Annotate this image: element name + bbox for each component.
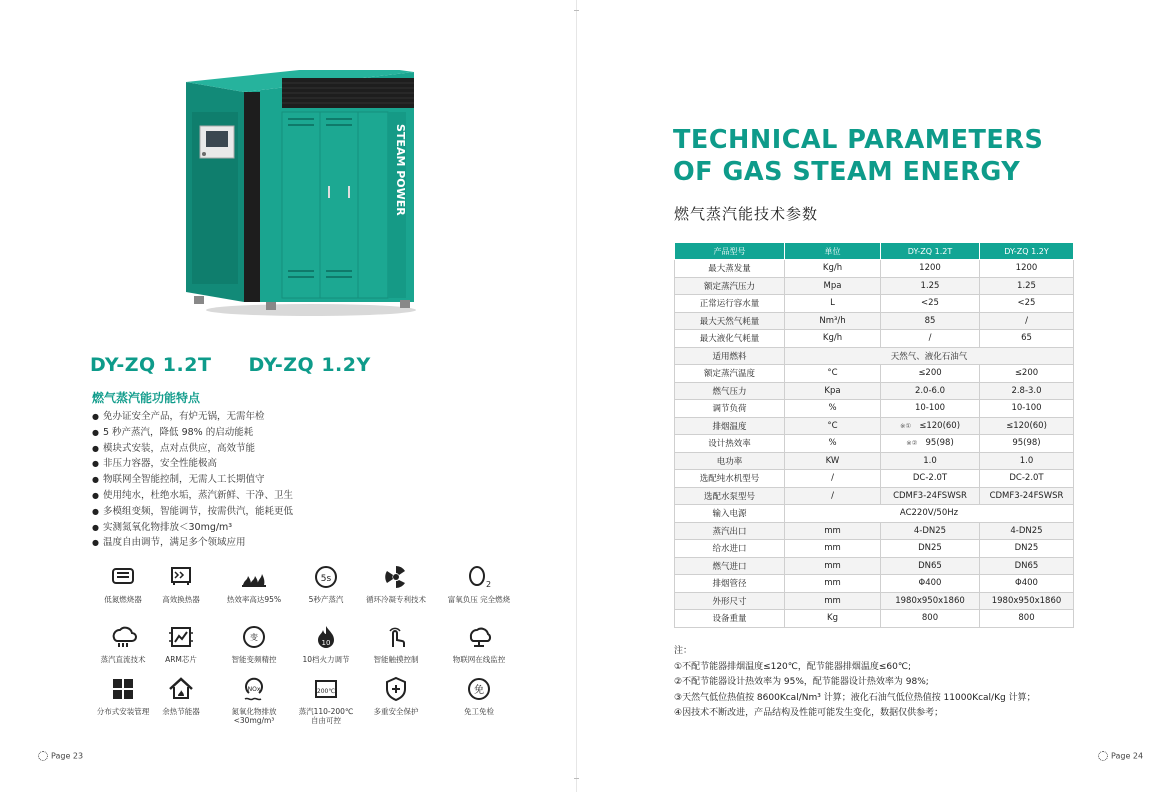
- spec-cell: 最大天然气耗量: [675, 312, 785, 330]
- model-name-y: DY-ZQ 1.2Y: [248, 354, 371, 376]
- spec-cell: /: [980, 312, 1074, 330]
- spec-cell: 85: [881, 312, 980, 330]
- spec-row: [675, 487, 1074, 505]
- spec-cell: 1200: [980, 260, 1074, 278]
- spec-cell: DN65: [881, 557, 980, 575]
- spec-row: [675, 400, 1074, 418]
- features-list: [92, 409, 293, 551]
- title-line-2: OF GAS STEAM ENERGY: [673, 157, 1021, 187]
- spec-cell: CDMF3-24FSWSR: [980, 487, 1074, 505]
- spec-cell: /: [785, 487, 881, 505]
- spec-cell: [881, 417, 980, 435]
- svg-text:5s: 5s: [320, 574, 332, 584]
- spec-cell: %: [785, 435, 881, 453]
- spec-cell: DC-2.0T: [881, 470, 980, 488]
- spec-cell: 额定蒸汽压力: [675, 277, 785, 295]
- feature-icon-label: 蒸汽110-200℃ 自由可控: [298, 707, 354, 725]
- feature-item: ● 物联网全智能控制，无需人工长期值守: [92, 472, 293, 488]
- header-1-2t: DY-ZQ 1.2T: [881, 243, 980, 260]
- page-number-left: [38, 751, 83, 761]
- spec-cell: 10-100: [980, 400, 1074, 418]
- svg-text:变: 变: [250, 633, 258, 642]
- spec-cell: KW: [785, 452, 881, 470]
- feature-icon-item: [219, 623, 289, 664]
- spec-cell: 排烟管径: [675, 575, 785, 593]
- feature-icon-label: 富氧负压 完全燃烧: [447, 595, 511, 604]
- spec-cell: 蒸汽出口: [675, 522, 785, 540]
- spec-row: [675, 295, 1074, 313]
- spec-table: [674, 242, 1074, 628]
- steam-generator-image: [186, 70, 416, 322]
- feature-icon-item: [361, 563, 431, 604]
- feature-icon-label: 高效换热器: [162, 595, 200, 604]
- feature-icon-label: 10档火力调节: [302, 655, 350, 664]
- spec-cell: 2.0-6.0: [881, 382, 980, 400]
- spec-row: [675, 330, 1074, 348]
- svg-text:2: 2: [486, 580, 492, 589]
- spec-cell: 1980x950x1860: [881, 592, 980, 610]
- spine-tick: [574, 10, 579, 11]
- spec-cell: DC-2.0T: [980, 470, 1074, 488]
- features-title: 燃气蒸汽能功能特点: [92, 391, 201, 405]
- frequency-control-icon: [240, 623, 268, 651]
- feature-icon-label: 低氮燃烧器: [104, 595, 142, 604]
- feature-item: ● 模块式安装，点对点供应，高效节能: [92, 441, 293, 457]
- steam-direct-icon: [109, 623, 137, 651]
- spec-cell: AC220V/50Hz: [785, 505, 1074, 523]
- spec-cell: Kg/h: [785, 260, 881, 278]
- notes: [674, 644, 1036, 722]
- note-mark: ※②: [906, 439, 918, 448]
- spec-row: [675, 347, 1074, 365]
- feature-icon-item: [219, 563, 289, 604]
- product-brand-text: STEAM POWER: [394, 124, 407, 216]
- spec-row: [675, 365, 1074, 383]
- ten-level-fire-icon: [312, 623, 340, 651]
- spec-cell: 1.0: [980, 452, 1074, 470]
- spec-row: [675, 417, 1074, 435]
- heat-exchanger-icon: [167, 563, 195, 591]
- spec-cell: 天然气、液化石油气: [785, 347, 1074, 365]
- spec-cell: <25: [881, 295, 980, 313]
- page-dot-icon: [38, 751, 48, 761]
- low-nitrogen-burner-icon: [109, 563, 137, 591]
- note-item: ①不配节能器排烟温度≤120℃，配节能器排烟温度≤60℃;: [674, 661, 912, 672]
- spec-cell: 4-DN25: [980, 522, 1074, 540]
- spec-cell: 调节负荷: [675, 400, 785, 418]
- spec-cell: ≤120(60): [980, 417, 1074, 435]
- feature-icon-label: 分布式安装管理: [96, 707, 150, 716]
- five-second-steam-icon: [312, 563, 340, 591]
- spec-row: [675, 575, 1074, 593]
- spec-cell: 65: [980, 330, 1074, 348]
- spine-tick: [574, 778, 579, 779]
- spec-cell: Kg/h: [785, 330, 881, 348]
- feature-icon-label: ARM芯片: [165, 655, 197, 664]
- spec-cell: °C: [785, 417, 881, 435]
- spec-cell: 给水进口: [675, 540, 785, 558]
- svg-text:免: 免: [474, 685, 484, 696]
- feature-item: ● 免办证安全产品，有炉无锅，无需年检: [92, 409, 293, 425]
- spec-cell: mm: [785, 522, 881, 540]
- feature-icon-label: 免工免检: [464, 707, 494, 716]
- header-unit: 单位: [785, 243, 881, 260]
- spec-cell: /: [785, 470, 881, 488]
- spec-cell: 额定蒸汽温度: [675, 365, 785, 383]
- feature-icon-item: [444, 675, 514, 716]
- spec-cell: 10-100: [881, 400, 980, 418]
- feature-icon-label: 氮氧化物排放 <30mg/m³: [231, 707, 277, 725]
- spec-cell: Nm³/h: [785, 312, 881, 330]
- spec-cell: DN25: [881, 540, 980, 558]
- spec-cell: 1980x950x1860: [980, 592, 1074, 610]
- spec-row: [675, 592, 1074, 610]
- note-item: ②不配节能器设计热效率为 95%，配节能器设计热效率为 98%;: [674, 677, 929, 688]
- spec-cell: Kpa: [785, 382, 881, 400]
- spec-cell: °C: [785, 365, 881, 383]
- safety-shield-icon: [382, 675, 410, 703]
- oxygen-icon: [465, 563, 493, 591]
- spec-cell: 外形尺寸: [675, 592, 785, 610]
- svg-text:NOx: NOx: [247, 686, 261, 693]
- spec-cell: mm: [785, 592, 881, 610]
- spec-cell: 800: [980, 610, 1074, 628]
- spec-cell: 设备重量: [675, 610, 785, 628]
- feature-item: ● 使用纯水，杜绝水垢，蒸汽新鲜、干净、卫生: [92, 488, 293, 504]
- svg-text:200℃: 200℃: [316, 688, 336, 695]
- page-spine: [576, 0, 577, 792]
- arm-chip-icon: [167, 623, 195, 651]
- spec-row: [675, 470, 1074, 488]
- spec-cell: L: [785, 295, 881, 313]
- note-mark: ※①: [899, 421, 912, 430]
- spec-cell: 排烟温度: [675, 417, 785, 435]
- spec-cell: 800: [881, 610, 980, 628]
- spec-cell: DN25: [980, 540, 1074, 558]
- header-model: 产品型号: [675, 243, 785, 260]
- spec-row: [675, 452, 1074, 470]
- spec-row: [675, 277, 1074, 295]
- header-1-2y: DY-ZQ 1.2Y: [980, 243, 1074, 260]
- note-item: ④因技术不断改进，产品结构及性能可能发生变化，数据仅供参考；: [674, 708, 944, 719]
- page-label: Page 23: [51, 751, 84, 761]
- spec-cell: mm: [785, 575, 881, 593]
- page-subtitle: 燃气蒸汽能技术参数: [674, 205, 819, 223]
- spec-row: [675, 522, 1074, 540]
- distributed-install-icon: [109, 675, 137, 703]
- nox-emission-icon: [240, 675, 268, 703]
- note-item: ③天然气低位热值按 8600Kcal/Nm³ 计算；液化石油气低位热值按 11000Kcal/Kg 计算；: [674, 692, 1036, 703]
- spec-value: ≤120(60): [919, 420, 961, 431]
- spec-cell: 最大蒸发量: [675, 260, 785, 278]
- spec-cell: 1.25: [980, 277, 1074, 295]
- spec-cell: 最大液化气耗量: [675, 330, 785, 348]
- spec-cell: 1.0: [881, 452, 980, 470]
- spec-cell: mm: [785, 557, 881, 575]
- exemption-icon: [465, 675, 493, 703]
- model-names: [90, 354, 401, 376]
- spec-cell: Kg: [785, 610, 881, 628]
- spec-cell: Φ400: [980, 575, 1074, 593]
- feature-icon-label: 智能触摸控制: [373, 655, 419, 664]
- spec-row: [675, 382, 1074, 400]
- spec-cell: 95(98): [980, 435, 1074, 453]
- feature-icon-item: [291, 623, 361, 664]
- feature-item: ● 非压力容器，安全性能极高: [92, 456, 293, 472]
- feature-icon-item: [361, 623, 431, 664]
- feature-icon-label: 蒸汽直流技术: [100, 655, 146, 664]
- spec-cell: 燃气压力: [675, 382, 785, 400]
- waste-heat-icon: [167, 675, 195, 703]
- page-dot-icon: [1098, 751, 1108, 761]
- spec-table-header: [675, 243, 1074, 260]
- spec-row: [675, 610, 1074, 628]
- model-name-t: DY-ZQ 1.2T: [90, 354, 212, 376]
- feature-icon-item: [291, 563, 361, 604]
- spec-cell: Φ400: [881, 575, 980, 593]
- feature-icon-item: [291, 675, 361, 725]
- title-line-1: TECHNICAL PARAMETERS: [673, 125, 1044, 155]
- spec-row: [675, 312, 1074, 330]
- spec-cell: 燃气进口: [675, 557, 785, 575]
- feature-icon-item: [146, 563, 216, 604]
- spec-cell: ≤200: [881, 365, 980, 383]
- feature-item: ● 多模组变频，智能调节，按需供汽，能耗更低: [92, 504, 293, 520]
- spec-cell: 1200: [881, 260, 980, 278]
- spec-cell: 设计热效率: [675, 435, 785, 453]
- feature-icon-label: 智能变频精控: [231, 655, 277, 664]
- spec-row: [675, 505, 1074, 523]
- spec-cell: 适用燃料: [675, 347, 785, 365]
- feature-icon-item: [444, 563, 514, 604]
- feature-icon-label: 物联网在线监控: [452, 655, 506, 664]
- feature-icon-label: 热效率高达95%: [226, 595, 282, 604]
- recirculation-icon: [382, 563, 410, 591]
- feature-icon-label: 余热节能器: [162, 707, 200, 716]
- spec-row: [675, 557, 1074, 575]
- feature-item: ● 5 秒产蒸汽，降低 98% 的启动能耗: [92, 425, 293, 441]
- feature-icon-item: [146, 623, 216, 664]
- spec-cell: 选配纯水机型号: [675, 470, 785, 488]
- iot-cloud-icon: [465, 623, 493, 651]
- spec-cell: [881, 435, 980, 453]
- flame-efficiency-icon: [240, 563, 268, 591]
- page-title: [673, 124, 1043, 188]
- feature-item: ● 实测氮氧化物排放＜30mg/m³: [92, 520, 293, 536]
- spec-cell: <25: [980, 295, 1074, 313]
- feature-icon-label: 5秒产蒸汽: [308, 595, 344, 604]
- svg-text:10: 10: [321, 639, 331, 647]
- feature-icon-item: [219, 675, 289, 725]
- spec-row: [675, 260, 1074, 278]
- feature-item: ● 温度自由调节，满足多个领域应用: [92, 535, 293, 551]
- spec-row: [675, 540, 1074, 558]
- touch-control-icon: [382, 623, 410, 651]
- spec-cell: 2.8-3.0: [980, 382, 1074, 400]
- spec-cell: DN65: [980, 557, 1074, 575]
- spec-cell: 正常运行容水量: [675, 295, 785, 313]
- feature-icon-item: [444, 623, 514, 664]
- spec-cell: 输入电源: [675, 505, 785, 523]
- temperature-icon: [312, 675, 340, 703]
- notes-heading: 注：: [674, 646, 693, 656]
- spec-value: 95(98): [925, 438, 954, 449]
- page-label: Page 24: [1111, 751, 1144, 761]
- spec-cell: ≤200: [980, 365, 1074, 383]
- spec-cell: CDMF3-24FSWSR: [881, 487, 980, 505]
- feature-icon-item: [146, 675, 216, 716]
- spec-cell: 1.25: [881, 277, 980, 295]
- feature-icon-label: 循环冷凝专利技术: [366, 595, 426, 604]
- spec-cell: /: [881, 330, 980, 348]
- spec-cell: Mpa: [785, 277, 881, 295]
- spec-row: [675, 435, 1074, 453]
- spec-cell: mm: [785, 540, 881, 558]
- feature-icon-item: [361, 675, 431, 716]
- page-number-right: [1098, 751, 1143, 761]
- spec-cell: %: [785, 400, 881, 418]
- spec-cell: 4-DN25: [881, 522, 980, 540]
- spec-cell: 选配水泵型号: [675, 487, 785, 505]
- feature-icon-label: 多重安全保护: [373, 707, 419, 716]
- spec-cell: 电功率: [675, 452, 785, 470]
